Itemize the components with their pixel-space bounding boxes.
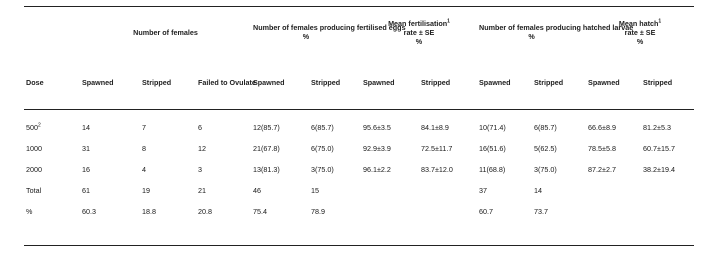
dose-cell: Total [26, 186, 42, 195]
table-cell: 60.7 [479, 207, 494, 216]
table-cell: 84.1±8.9 [421, 123, 449, 132]
table-cell: 18.8 [142, 207, 156, 216]
table-cell [419, 180, 477, 201]
table-cell: 81.2±5.3 [643, 123, 671, 132]
column-header: Stripped [534, 78, 564, 87]
table-cell: 7 [142, 123, 146, 132]
table-cell: 6 [198, 123, 202, 132]
table-cell: 13(81.3) [253, 165, 280, 174]
table-cell: 92.9±3.9 [363, 144, 391, 153]
table-cell: 37 [479, 186, 488, 195]
table-cell: 3 [198, 165, 202, 174]
table-cell: 10(71.4) [479, 123, 506, 132]
table-cell: 21(67.8) [253, 144, 280, 153]
table-cell [641, 180, 694, 201]
table-cell: 3(75.0) [311, 165, 334, 174]
table-cell: 8 [142, 144, 146, 153]
table-cell: 19 [142, 186, 150, 195]
dose-cell: 1000 [26, 144, 42, 153]
table-cell: 6(85.7) [311, 123, 334, 132]
table-cell [586, 201, 641, 222]
table-top-rule [24, 6, 694, 7]
table-cell: 87.2±2.7 [588, 165, 616, 174]
table-cell: 96.1±2.2 [363, 165, 391, 174]
table-cell: 78.5±5.8 [588, 144, 616, 153]
table-row-percent [24, 201, 694, 222]
column-header: Spawned [588, 78, 620, 87]
table-cell: 6(85.7) [534, 123, 557, 132]
group-header-fertilisation-rate: Mean fertilisation$^1$ rate ± SE % [388, 18, 450, 46]
group-header-females: Number of females [133, 27, 198, 37]
table-cell: 78.9 [311, 207, 325, 216]
table-cell: 15 [311, 186, 319, 195]
column-header: Spawned [363, 78, 395, 87]
table-row [24, 159, 694, 180]
table-cell: 6(75.0) [311, 144, 334, 153]
group-header-hatch-rate: Mean hatch$^1$ rate ± SE % [618, 18, 662, 46]
table-cell: 20.8 [198, 207, 212, 216]
table-cell: 66.6±8.9 [588, 123, 616, 132]
table-cell: 5(62.5) [534, 144, 557, 153]
column-header: Stripped [311, 78, 341, 87]
table-cell: 21 [198, 186, 206, 195]
dose-cell: $500^2$ [26, 122, 41, 132]
table-cell [361, 180, 419, 201]
group-header-hatched: Number of females producing hatched larvae % [479, 23, 634, 41]
column-header: Spawned [82, 78, 114, 87]
column-header-row [24, 56, 694, 109]
column-header: Dose [26, 78, 44, 87]
table-cell: 16 [82, 165, 90, 174]
table-cell: 3(75.0) [534, 165, 557, 174]
column-header: Spawned [479, 78, 511, 87]
group-header-blank [24, 8, 80, 56]
group-header-fertilised: Number of females producing fertilised eggs % [253, 23, 406, 41]
table-cell: 38.2±19.4 [643, 165, 675, 174]
table-cell: 46 [253, 186, 261, 195]
dose-cell: 2000 [26, 165, 42, 174]
table-cell: 60.7±15.7 [643, 144, 675, 153]
dose-cell: % [26, 207, 33, 216]
table-cell: 14 [534, 186, 543, 195]
table-cell: 31 [82, 144, 90, 153]
table-cell: 95.6±3.5 [363, 123, 391, 132]
table-cell: 73.7 [534, 207, 549, 216]
table-row [24, 138, 694, 159]
table-cell [586, 180, 641, 201]
column-header: Spawned [253, 78, 285, 87]
table-cell: 60.3 [82, 207, 96, 216]
column-header: Stripped [142, 78, 172, 87]
column-header: Stripped [421, 78, 451, 87]
table-row [24, 117, 694, 138]
table-cell: 72.5±11.7 [421, 144, 453, 153]
results-table [24, 8, 694, 222]
table-bottom-rule [24, 245, 694, 246]
table-cell [641, 201, 694, 222]
table-cell: 11(68.8) [479, 165, 506, 174]
table-cell [419, 201, 477, 222]
table-cell: 61 [82, 186, 90, 195]
table-cell: 4 [142, 165, 146, 174]
spacer-row [24, 109, 694, 117]
column-header: Failed to Ovulate [198, 78, 256, 87]
table-cell: 12(85.7) [253, 123, 280, 132]
table-cell: 83.7±12.0 [421, 165, 453, 174]
table-cell: 16(51.6) [479, 144, 506, 153]
table-row-total [24, 180, 694, 201]
table-cell [361, 201, 419, 222]
table-cell: 14 [82, 123, 90, 132]
table-cell: 12 [198, 144, 206, 153]
group-header-row [24, 8, 694, 56]
table-cell: 75.4 [253, 207, 267, 216]
column-header: Stripped [643, 78, 673, 87]
